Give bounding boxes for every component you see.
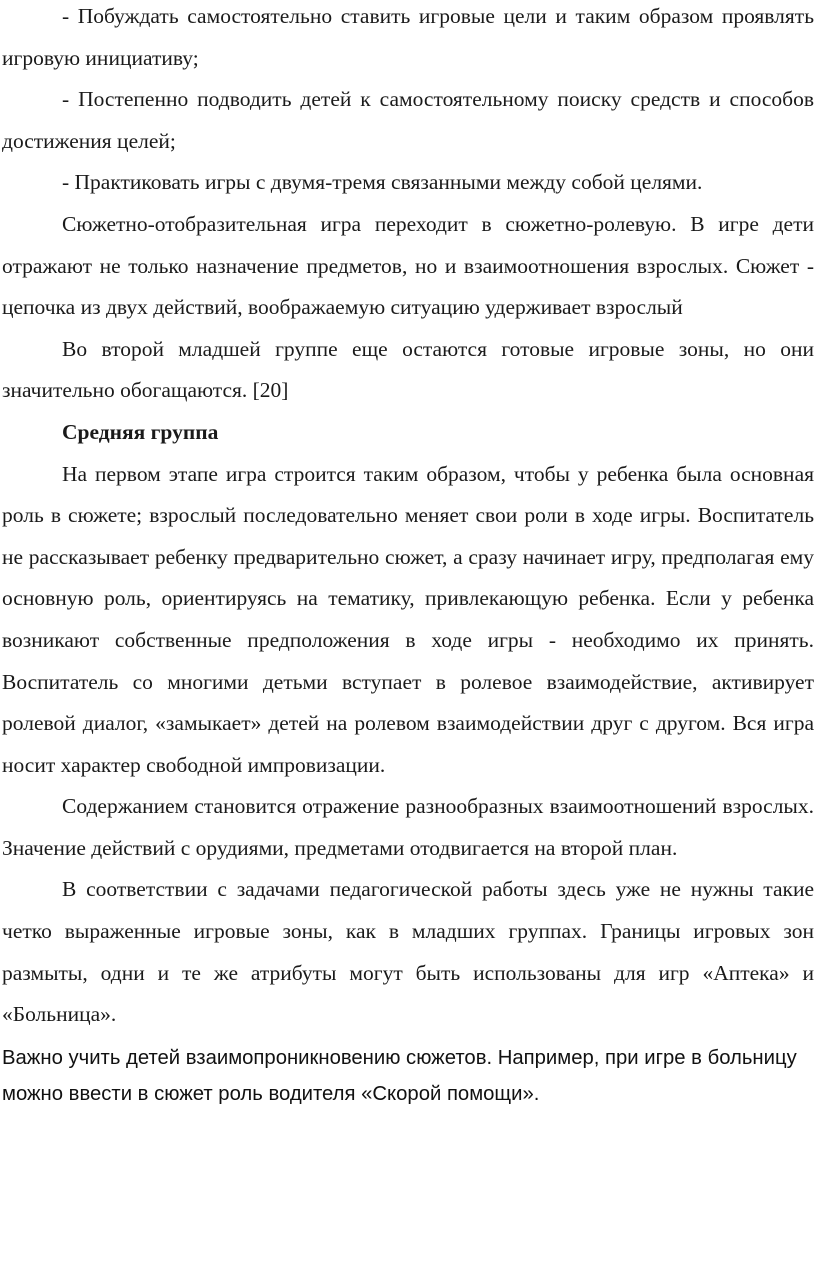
paragraph-pedagogical-tasks: В соответствии с задачами педагогической работы здесь уже не нужны такие четко выраженные игровые зоны, как в младших группах. Границы игровых зон размыты, одни и те же атрибуты могут быть использованы для игр «Аптека» и «Больница». — [2, 877, 814, 1027]
paragraph-goals: - Побуждать самостоятельно ставить игровые цели и таким образом проявлять игровую инициативу; — [2, 4, 814, 70]
paragraph-game-zones: Во второй младшей группе еще остаются готовые игровые зоны, но они значительно обогащаются. [20] — [2, 336, 814, 403]
paragraph-first-stage: На первом этапе игра строится таким образом, чтобы у ребенка была основная роль в сюжете; взрослый последовательно меняет свои роли в ходе игры. Воспитатель не рассказывает ребенку предварительно сюжет, а сразу начинает игру, предполагая ему основную роль, ориентируясь на тематику, привлекающую ребенка. Если у ребенка возникают собственные предположения в ходе игры - необходимо их принять. Воспитатель со многими детьми вступает в ролевое взаимодействие, активирует ролевой диалог, «замыкает» детей на ролевом взаимодействии друг с другом. Вся игра носит характер свободной импровизации. — [2, 461, 814, 777]
paragraph-content: Содержанием становится отражение разнообразных взаимоотношений взрослых. Значение действий с орудиями, предметами отодвигается на второй план. — [2, 794, 814, 860]
paragraph-note: Важно учить детей взаимопроникновению сюжетов. Например, при игре в больницу можно ввести в сюжет роль водителя «Скорой помощи». — [2, 1046, 797, 1105]
section-heading: Средняя группа — [62, 419, 219, 444]
paragraph-search-means: - Постепенно подводить детей к самостоятельному поиску средств и способов достижения целей; — [2, 87, 814, 153]
paragraph-role-play: Сюжетно-отобразительная игра переходит в сюжетно-ролевую. В игре дети отражают не только назначение предметов, но и взаимоотношения взрослых. Сюжет - цепочка из двух действий, воображаемую ситуацию удерживает взрослый — [2, 211, 814, 320]
paragraph-practice-games: - Практиковать игры с двумя-тремя связанными между собой целями. — [62, 170, 703, 195]
